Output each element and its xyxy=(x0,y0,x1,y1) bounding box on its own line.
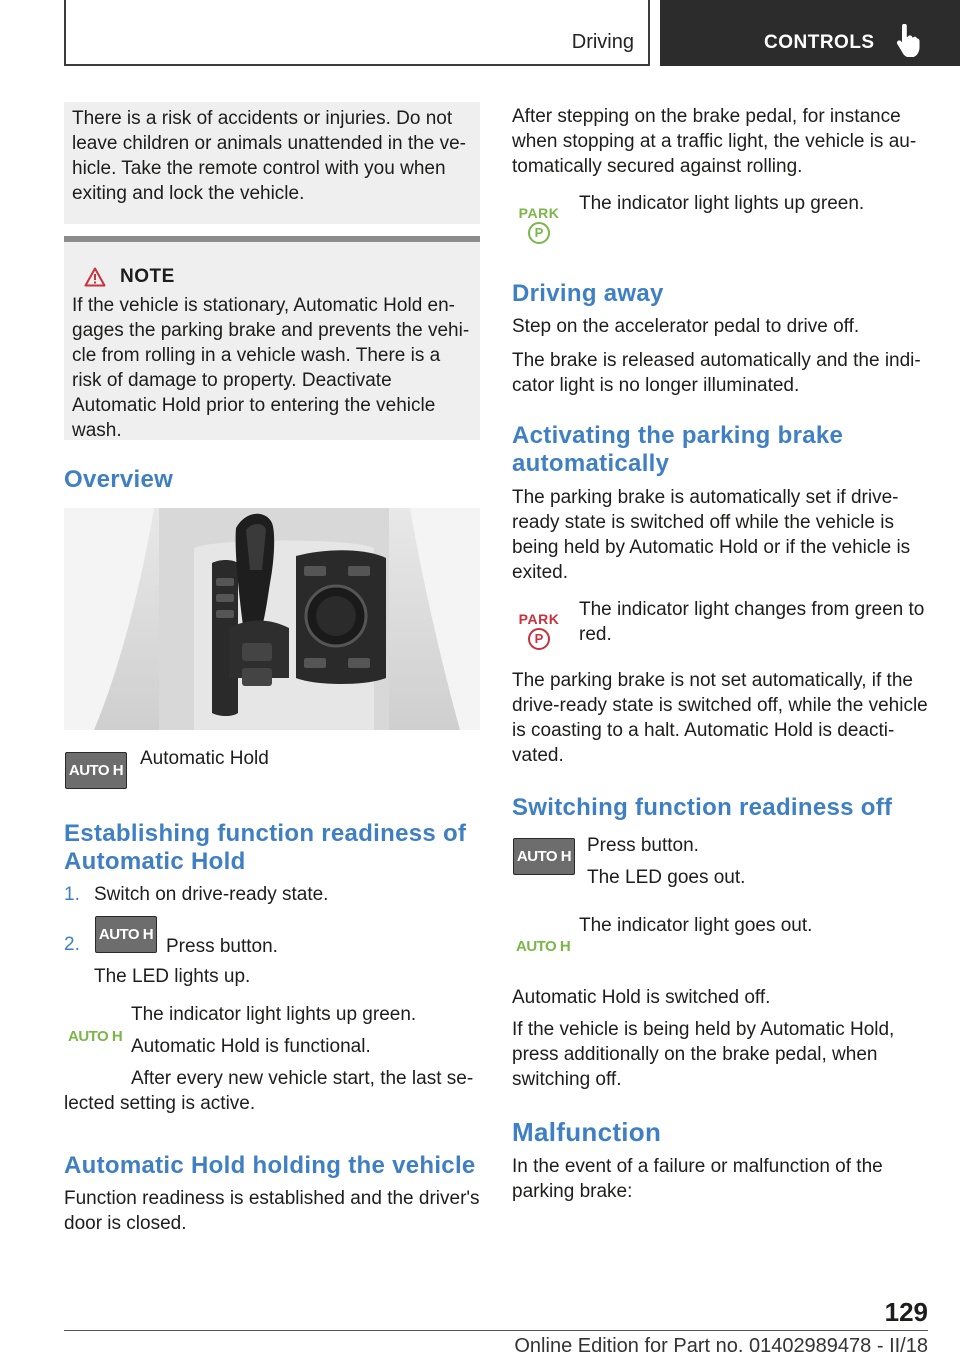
if-held-text: If the vehicle is being held by Automatic Hold, press additionally on the brake pedal, when switching off. xyxy=(512,1019,895,1090)
park-green-text: The indicator light lights up green. xyxy=(579,193,865,214)
step-1-text: Switch on drive-ready state. xyxy=(94,884,329,905)
park-green-icon xyxy=(512,206,566,244)
autoh-button-label: AUTO H xyxy=(98,926,154,943)
press-button-text: Press button. xyxy=(587,835,699,856)
step-1-number: 1. xyxy=(64,884,80,905)
park-label: PARK xyxy=(518,205,560,221)
after-brake-text: After stepping on the brake pedal, for instance when stopping at a traffic light, the vehicle is automatically secured against rolling. xyxy=(512,106,917,177)
switched-off-text: Automatic Hold is switched off. xyxy=(512,987,771,1008)
console-photo xyxy=(64,508,480,730)
indicator-green-text: The indicator light lights up green. xyxy=(131,1004,417,1025)
step-2-text: Press button. xyxy=(166,936,278,957)
note-text: If the vehicle is stationary, Automatic Hold engages the parking brake and prevents the vehicle from rolling in a vehicle wash. There is a risk of damage to property. Deactivate Automatic Hold prior to entering the vehicle wash. xyxy=(72,295,470,441)
header-frame xyxy=(64,0,650,66)
footer-divider xyxy=(64,1330,928,1331)
note-box xyxy=(64,236,480,440)
malfunction-heading: Malfunction xyxy=(512,1117,662,1147)
overview-heading: Overview xyxy=(64,466,174,493)
indicator-goes-out-text: The indicator light goes out. xyxy=(579,915,813,936)
page-number: 129 xyxy=(884,1297,928,1327)
switching-heading: Switching function readiness off xyxy=(512,794,893,821)
functional-text: Automatic Hold is functional. xyxy=(131,1036,371,1057)
brake-released-text: The brake is released automatically and the indicator light is no longer illuminated. xyxy=(512,350,921,396)
activating-text: The parking brake is automatically set if drive-ready state is switched off while the vehicle is being held by Automatic Hold or if the vehicle is exited. xyxy=(512,487,911,583)
header-tab-label: CONTROLS xyxy=(764,32,875,53)
warning-text: There is a risk of accidents or injuries. Do not leave children or animals unattended in the vehicle. Take the remote control with you when exiting and lock the vehicle. xyxy=(72,108,466,204)
note-title: NOTE xyxy=(120,266,175,287)
autoh-caption: Automatic Hold xyxy=(140,748,269,769)
autoh-button-icon xyxy=(95,916,157,953)
park-red-text: The indicator light changes from green to red. xyxy=(579,599,925,645)
activating-heading: Activating the parking brake automatically xyxy=(512,422,844,477)
led-lights-up: The LED lights up. xyxy=(94,966,251,987)
warning-triangle-icon xyxy=(84,267,106,287)
park-p: P xyxy=(528,628,550,650)
autoh-button-icon xyxy=(513,838,575,875)
establish-heading: Establishing function readiness of Automatic Hold xyxy=(64,820,467,875)
malfunction-text: In the event of a failure or malfunction of the parking brake: xyxy=(512,1156,883,1202)
holding-text: Function readiness is established and the driver's door is closed. xyxy=(64,1188,480,1234)
autoh-button-label: AUTO H xyxy=(516,848,572,865)
park-p: P xyxy=(528,222,550,244)
pointing-hand-icon xyxy=(894,24,920,58)
park-red-icon xyxy=(512,612,566,650)
footer-edition: Online Edition for Part no. 01402989478 - II/18 xyxy=(514,1335,928,1357)
driving-away-heading: Driving away xyxy=(512,280,664,307)
holding-heading: Automatic Hold holding the vehicle xyxy=(64,1152,476,1179)
park-label: PARK xyxy=(518,611,560,627)
step-2-number: 2. xyxy=(64,934,80,955)
autoh-button-icon xyxy=(65,752,127,789)
autoh-indicator-icon: AUTO H xyxy=(68,1028,123,1045)
led-goes-out-text: The LED goes out. xyxy=(587,867,746,888)
autoh-indicator-icon: AUTO H xyxy=(516,938,571,955)
not-set-text: The parking brake is not set automatically, if the drive-ready state is switched off, while the vehicle is coasting to a halt. Automatic Hold is deactivated. xyxy=(512,670,928,766)
header-section: Driving xyxy=(571,31,634,53)
after-start-text: After every new vehicle start, the last selected setting is active. xyxy=(64,1068,474,1114)
warning-box xyxy=(64,102,480,224)
drive-off-text: Step on the accelerator pedal to drive off. xyxy=(512,316,860,337)
autoh-button-label: AUTO H xyxy=(68,762,124,779)
